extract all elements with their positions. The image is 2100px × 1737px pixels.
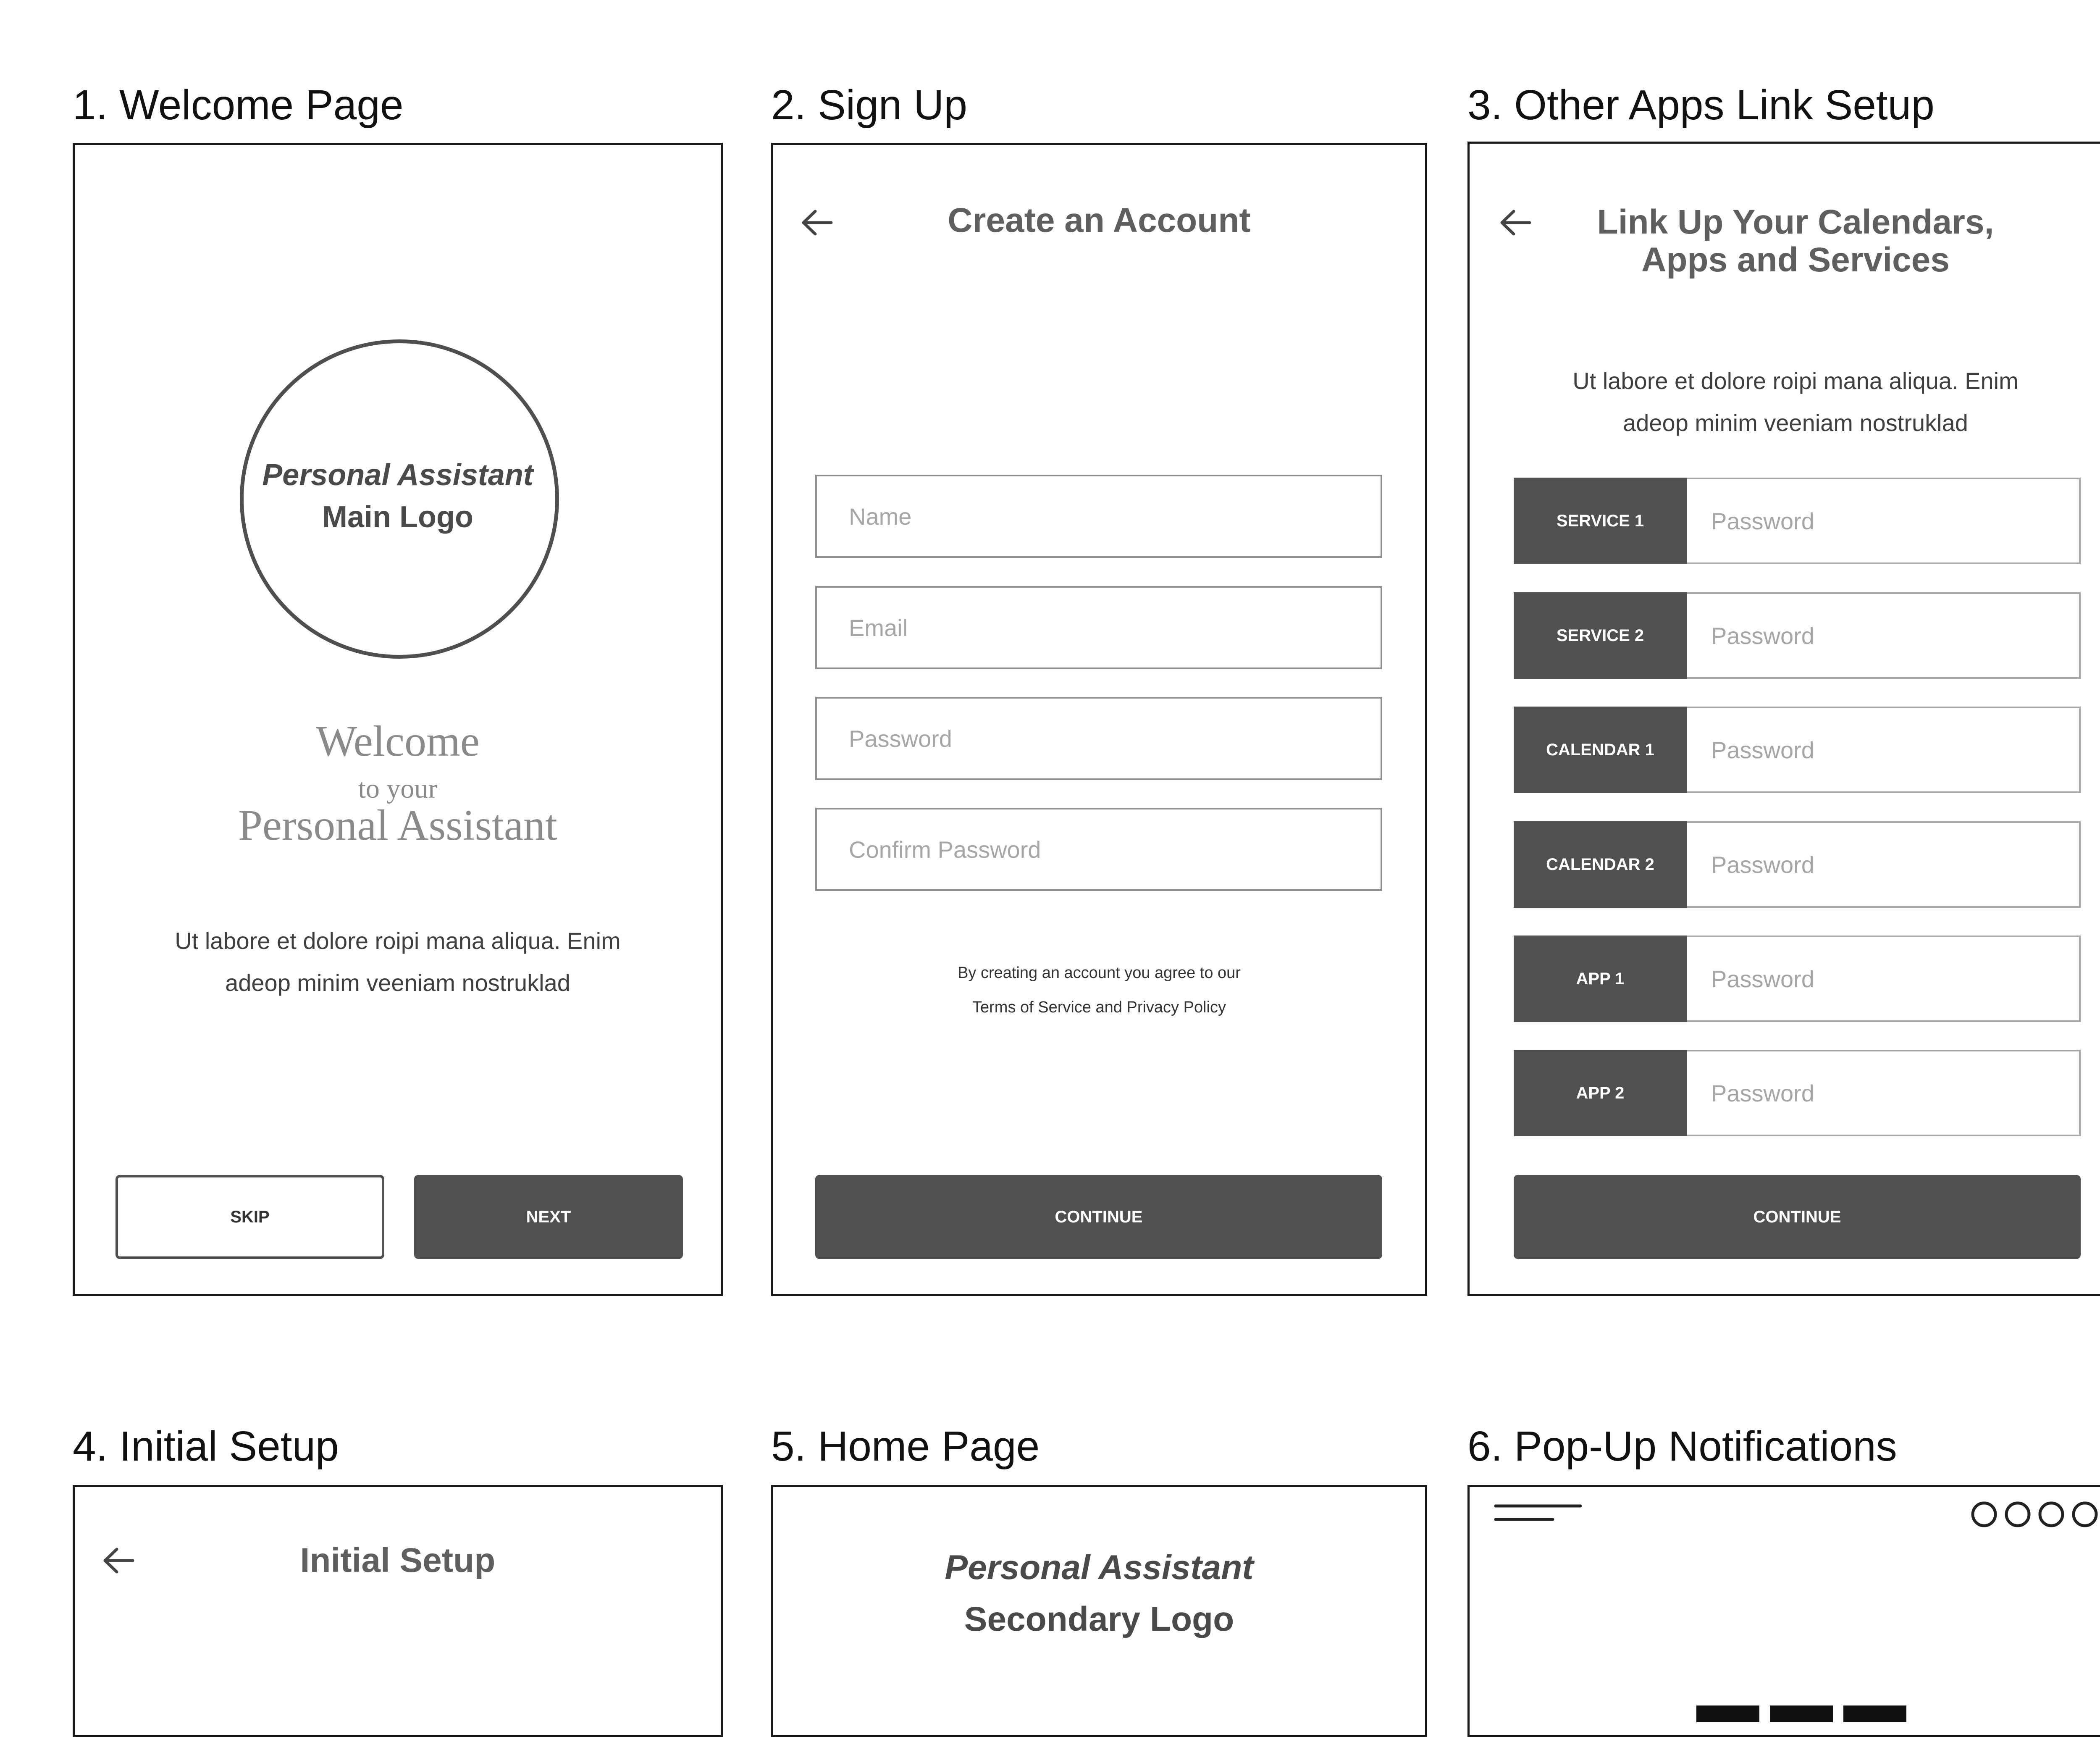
continue-button[interactable]: CONTINUE	[815, 1175, 1382, 1259]
signup-screen	[771, 143, 1427, 1296]
link-row-calendar-1	[1514, 707, 2081, 793]
terms-link[interactable]: Terms of Service and Privacy Policy	[972, 999, 1226, 1016]
link-setup-title-line1: Link Up Your Calendars,	[1597, 203, 1994, 241]
app-2-label: APP 2	[1514, 1050, 1687, 1136]
link-row-app-1	[1514, 936, 2081, 1022]
name-field[interactable]: Name	[815, 475, 1382, 558]
section-title-initial-setup: 4. Initial Setup	[73, 1423, 339, 1470]
app-1-label: APP 1	[1514, 936, 1687, 1022]
signup-title: Create an Account	[948, 201, 1251, 239]
main-logo	[240, 339, 559, 659]
welcome-screen	[73, 143, 723, 1296]
welcome-subheading: to your	[358, 773, 438, 804]
welcome-heading: Welcome	[315, 717, 480, 765]
main-logo-line1: Personal Assistant	[262, 458, 533, 492]
welcome-description-line1: Ut labore et dolore roipi mana aliqua. Enim	[175, 928, 621, 954]
link-row-app-2	[1514, 1050, 2081, 1136]
section-title-popup: 6. Pop-Up Notifications	[1467, 1423, 1897, 1470]
initial-setup-title: Initial Setup	[300, 1541, 496, 1579]
home-screen	[771, 1485, 1427, 1737]
email-field[interactable]: Email	[815, 586, 1382, 669]
link-setup-title-line2: Apps and Services	[1641, 241, 1950, 279]
secondary-logo-line2: Secondary Logo	[964, 1600, 1234, 1638]
service-2-label: SERVICE 2	[1514, 592, 1687, 679]
calendar-2-label: CALENDAR 2	[1514, 821, 1687, 908]
hamburger-menu-icon[interactable]	[1494, 1502, 1582, 1527]
popup-clock-partial	[1696, 1705, 1906, 1722]
link-row-calendar-2	[1514, 821, 2081, 908]
link-setup-screen	[1467, 142, 2100, 1296]
welcome-app-name: Personal Assistant	[238, 801, 557, 849]
confirm-password-field[interactable]: Confirm Password	[815, 808, 1382, 891]
status-circles-icon	[1969, 1500, 2100, 1529]
calendar-2-password-field[interactable]: Password	[1687, 821, 2081, 908]
initial-setup-screen	[73, 1485, 723, 1737]
app-2-password-field[interactable]: Password	[1687, 1050, 2081, 1136]
main-logo-line2: Main Logo	[322, 500, 473, 534]
service-2-password-field[interactable]: Password	[1687, 592, 2081, 679]
service-1-password-field[interactable]: Password	[1687, 478, 2081, 564]
skip-button[interactable]: SKIP	[116, 1175, 384, 1259]
app-1-password-field[interactable]: Password	[1687, 936, 2081, 1022]
password-field[interactable]: Password	[815, 697, 1382, 780]
welcome-description-line2: adeop minim veeniam nostruklad	[225, 970, 570, 996]
continue-button[interactable]: CONTINUE	[1514, 1175, 2081, 1259]
section-title-home: 5. Home Page	[771, 1423, 1040, 1470]
terms-line1: By creating an account you agree to our	[958, 964, 1241, 982]
link-setup-description-line2: adeop minim veeniam nostruklad	[1623, 410, 1968, 436]
section-title-welcome: 1. Welcome Page	[73, 81, 404, 129]
next-button[interactable]: NEXT	[414, 1175, 683, 1259]
link-row-service-1	[1514, 478, 2081, 564]
calendar-1-label: CALENDAR 1	[1514, 707, 1687, 793]
link-row-service-2	[1514, 592, 2081, 679]
service-1-label: SERVICE 1	[1514, 478, 1687, 564]
popup-screen	[1467, 1485, 2100, 1737]
calendar-1-password-field[interactable]: Password	[1687, 707, 2081, 793]
section-title-link-setup: 3. Other Apps Link Setup	[1467, 81, 1935, 129]
section-title-signup: 2. Sign Up	[771, 81, 967, 129]
secondary-logo-line1: Personal Assistant	[945, 1548, 1254, 1587]
link-setup-description-line1: Ut labore et dolore roipi mana aliqua. Enim	[1572, 368, 2019, 394]
